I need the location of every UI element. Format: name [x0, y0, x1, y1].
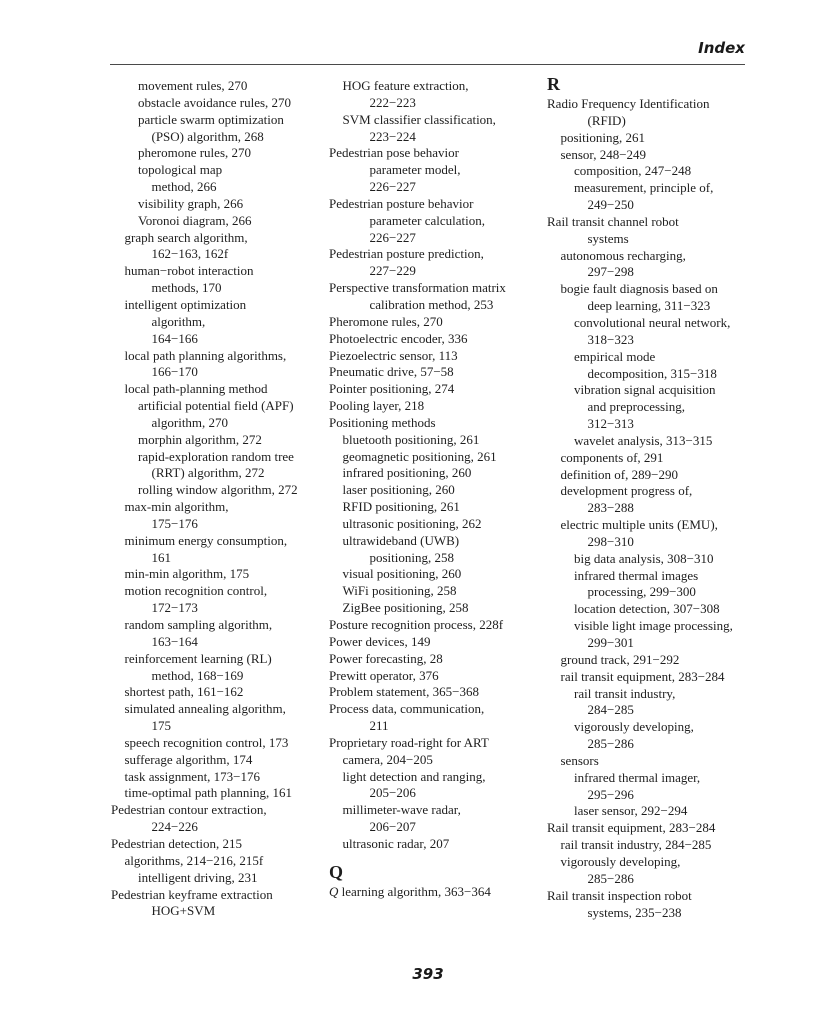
index-entry: 312−313: [587, 416, 634, 432]
index-entry: Proprietary road-right for ART: [329, 734, 489, 750]
index-entry: HOG feature extraction,: [342, 78, 469, 93]
index-entry: Pneumatic drive, 57−58: [329, 364, 454, 380]
index-entry: Pedestrian keyframe extraction: [111, 886, 273, 902]
index-entry: 161: [151, 549, 171, 565]
index-entry: Photoelectric encoder, 336: [329, 330, 468, 346]
running-head: Index: [698, 39, 745, 57]
index-entry: intelligent optimization: [124, 296, 247, 312]
index-entry: local path-planning method: [124, 381, 268, 397]
index-entry: 227−229: [369, 263, 416, 279]
index-entry: algorithm, 270: [151, 414, 229, 430]
index-entry: systems, 235−238: [587, 904, 682, 920]
index-entry: 226−227: [369, 229, 416, 245]
index-entry: visible light image processing,: [574, 618, 733, 634]
index-entry: vibration signal acquisition: [574, 382, 716, 398]
index-entry: shortest path, 161−162: [124, 684, 244, 700]
index-entry: ultrawideband (UWB): [342, 532, 460, 548]
index-entry: 175−176: [151, 515, 198, 531]
index-entry: Pedestrian pose behavior: [329, 145, 459, 161]
index-entry: topological map: [138, 162, 223, 178]
index-entry: 318−323: [587, 331, 634, 347]
index-entry: Power devices, 149: [329, 633, 431, 649]
index-entry: simulated annealing algorithm,: [124, 701, 286, 717]
index-entry: reinforcement learning (RL): [124, 650, 272, 666]
index-entry: pheromone rules, 270: [138, 145, 252, 161]
index-entry: motion recognition control,: [124, 583, 268, 599]
index-entry: speech recognition control, 173: [124, 734, 289, 750]
index-entry: 285−286: [587, 870, 634, 886]
index-entry: sensor, 248−249: [560, 146, 647, 162]
index-entry: methods, 170: [151, 280, 222, 296]
index-entry: method, 168−169: [151, 667, 244, 683]
index-entry: Q learning algorithm, 363−364: [329, 883, 491, 899]
index-entry: convolutional neural network,: [574, 314, 731, 330]
index-entry: visual positioning, 260: [342, 566, 462, 582]
index-entry: 211: [369, 718, 389, 734]
index-entry: 223−224: [369, 128, 416, 144]
index-entry: Radio Frequency Identification: [547, 96, 710, 111]
index-entry: Voronoi diagram, 266: [138, 212, 252, 228]
index-entry: artificial potential field (APF): [138, 398, 294, 414]
index-entry: (RRT) algorithm, 272: [151, 465, 265, 481]
index-column-2: [329, 78, 534, 901]
index-entry: algorithms, 214−216, 215f: [124, 852, 264, 868]
index-entry: 298−310: [587, 533, 634, 549]
index-column-3: [547, 73, 752, 921]
index-entry: 163−164: [151, 633, 198, 649]
index-entry: 206−207: [369, 819, 416, 835]
index-entry: graph search algorithm,: [124, 229, 248, 245]
index-entry: positioning, 258: [369, 549, 455, 565]
index-entry: 172−173: [151, 600, 198, 616]
index-entry: Rail transit channel robot: [547, 213, 679, 229]
index-entry: HOG+SVM: [151, 903, 216, 919]
index-entry: rail transit industry, 284−285: [560, 837, 712, 853]
index-entry: Process data, communication,: [329, 701, 485, 717]
index-entry: infrared thermal images: [574, 567, 699, 583]
index-entry: particle swarm optimization: [138, 111, 284, 127]
index-entry: processing, 299−300: [587, 584, 696, 600]
index-entry: RFID positioning, 261: [342, 499, 460, 515]
index-entry: task assignment, 173−176: [124, 768, 261, 784]
index-entry: autonomous recharging,: [560, 247, 686, 263]
index-entry: (PSO) algorithm, 268: [151, 128, 264, 144]
index-entry: Power forecasting, 28: [329, 650, 443, 666]
index-entry: geomagnetic positioning, 261: [342, 448, 497, 464]
index-entry: (RFID): [587, 112, 626, 128]
index-entry: Rail transit inspection robot: [547, 887, 692, 903]
index-entry: 249−250: [587, 197, 634, 213]
index-entry: Piezoelectric sensor, 113: [329, 347, 458, 363]
index-entry: wavelet analysis, 313−315: [574, 432, 713, 448]
index-entry: ultrasonic positioning, 262: [342, 515, 482, 531]
index-entry: 222−223: [369, 94, 416, 110]
index-entry: Pedestrian posture behavior: [329, 195, 474, 211]
index-entry: positioning, 261: [560, 129, 646, 145]
index-entry: 175: [151, 718, 171, 734]
index-entry: laser positioning, 260: [342, 482, 455, 498]
index-entry: morphin algorithm, 272: [138, 431, 262, 447]
index-entry: components of, 291: [560, 449, 664, 465]
index-entry: 297−298: [587, 264, 634, 280]
page-number: 393: [412, 965, 444, 983]
index-entry: algorithm,: [151, 313, 206, 329]
index-entry: 283−288: [587, 500, 634, 516]
index-entry: ZigBee positioning, 258: [342, 600, 469, 616]
letter-heading: R: [547, 74, 560, 94]
index-entry: Positioning methods: [329, 414, 436, 430]
index-entry: 299−301: [587, 635, 634, 650]
index-entry: Pheromone rules, 270: [329, 313, 443, 329]
index-entry: visibility graph, 266: [138, 195, 244, 211]
index-entry: rail transit industry,: [574, 685, 676, 701]
index-entry: Perspective transformation matrix: [329, 280, 506, 296]
index-entry: ground track, 291−292: [560, 651, 680, 667]
index-entry: parameter model,: [369, 162, 461, 178]
index-entry: 284−285: [587, 702, 634, 718]
index-entry: camera, 204−205: [342, 751, 433, 767]
index-entry: 295−296: [587, 786, 634, 802]
index-entry: 166−170: [151, 364, 198, 380]
index-entry: Pointer positioning, 274: [329, 381, 455, 397]
index-entry: max-min algorithm,: [124, 499, 229, 515]
letter-heading: Q: [329, 861, 344, 882]
index-entry: definition of, 289−290: [560, 466, 678, 482]
index-entry: rapid-exploration random tree: [138, 448, 294, 464]
index-entry: big data analysis, 308−310: [574, 550, 714, 566]
index-entry: Posture recognition process, 228f: [329, 617, 504, 632]
index-entry: 224−226: [151, 819, 198, 835]
index-entry: calibration method, 253: [369, 296, 494, 312]
index-entry: WiFi positioning, 258: [342, 583, 457, 599]
index-entry: minimum energy consumption,: [124, 532, 288, 548]
index-entry: Pedestrian detection, 215: [111, 835, 243, 851]
index-entry: Pooling layer, 218: [329, 398, 425, 414]
index-entry: 162−163, 162f: [151, 246, 229, 262]
index-entry: light detection and ranging,: [342, 768, 486, 784]
index-entry: local path planning algorithms,: [124, 347, 287, 363]
index-entry: electric multiple units (EMU),: [560, 517, 718, 533]
index-entry: bogie fault diagnosis based on: [560, 281, 718, 297]
index-entry: Pedestrian posture prediction,: [329, 246, 484, 262]
index-entry: human−robot interaction: [124, 263, 254, 279]
index-entry: ultrasonic radar, 207: [342, 835, 450, 851]
index-entry: min-min algorithm, 175: [124, 566, 250, 582]
index-entry: time-optimal path planning, 161: [124, 785, 293, 801]
index-entry: method, 266: [151, 179, 217, 195]
index-entry: Prewitt operator, 376: [329, 667, 439, 683]
index-entry: decomposition, 315−318: [587, 365, 717, 381]
header-rule: [110, 64, 745, 65]
index-entry: Pedestrian contour extraction,: [111, 802, 267, 818]
index-entry: systems: [587, 230, 629, 246]
index-entry: deep learning, 311−323: [587, 298, 711, 314]
index-entry: 285−286: [587, 736, 634, 752]
index-entry: vigorously developing,: [560, 853, 681, 869]
index-entry: empirical mode: [574, 348, 656, 364]
index-entry: vigorously developing,: [574, 719, 694, 735]
index-entry: Problem statement, 365−368: [329, 684, 479, 700]
index-entry: 164−166: [151, 330, 198, 346]
index-entry: composition, 247−248: [574, 163, 692, 179]
index-entry: rail transit equipment, 283−284: [560, 668, 725, 684]
index-entry: sufferage algorithm, 174: [124, 751, 253, 767]
index-entry: sensors: [560, 752, 599, 768]
index-entry: location detection, 307−308: [574, 601, 720, 617]
index-entry: infrared positioning, 260: [342, 465, 472, 481]
index-entry: and preprocessing,: [587, 399, 685, 415]
index-entry: obstacle avoidance rules, 270: [138, 94, 292, 110]
index-entry: infrared thermal imager,: [574, 769, 701, 785]
index-entry: bluetooth positioning, 261: [342, 431, 480, 447]
index-entry: development progress of,: [560, 483, 693, 499]
index-entry: parameter calculation,: [369, 212, 485, 228]
index-entry: SVM classifier classification,: [342, 111, 496, 127]
index-entry: 205−206: [369, 785, 416, 801]
index-entry: movement rules, 270: [138, 78, 248, 93]
index-entry: laser sensor, 292−294: [574, 803, 688, 819]
index-entry: rolling window algorithm, 272: [138, 482, 298, 498]
index-column-1: [111, 78, 316, 920]
index-entry: measurement, principle of,: [574, 180, 714, 196]
index-entry: intelligent driving, 231: [138, 869, 258, 885]
index-entry: millimeter-wave radar,: [342, 802, 461, 818]
index-entry: 226−227: [369, 179, 416, 195]
index-entry: Rail transit equipment, 283−284: [547, 820, 716, 836]
index-entry: random sampling algorithm,: [124, 617, 273, 632]
